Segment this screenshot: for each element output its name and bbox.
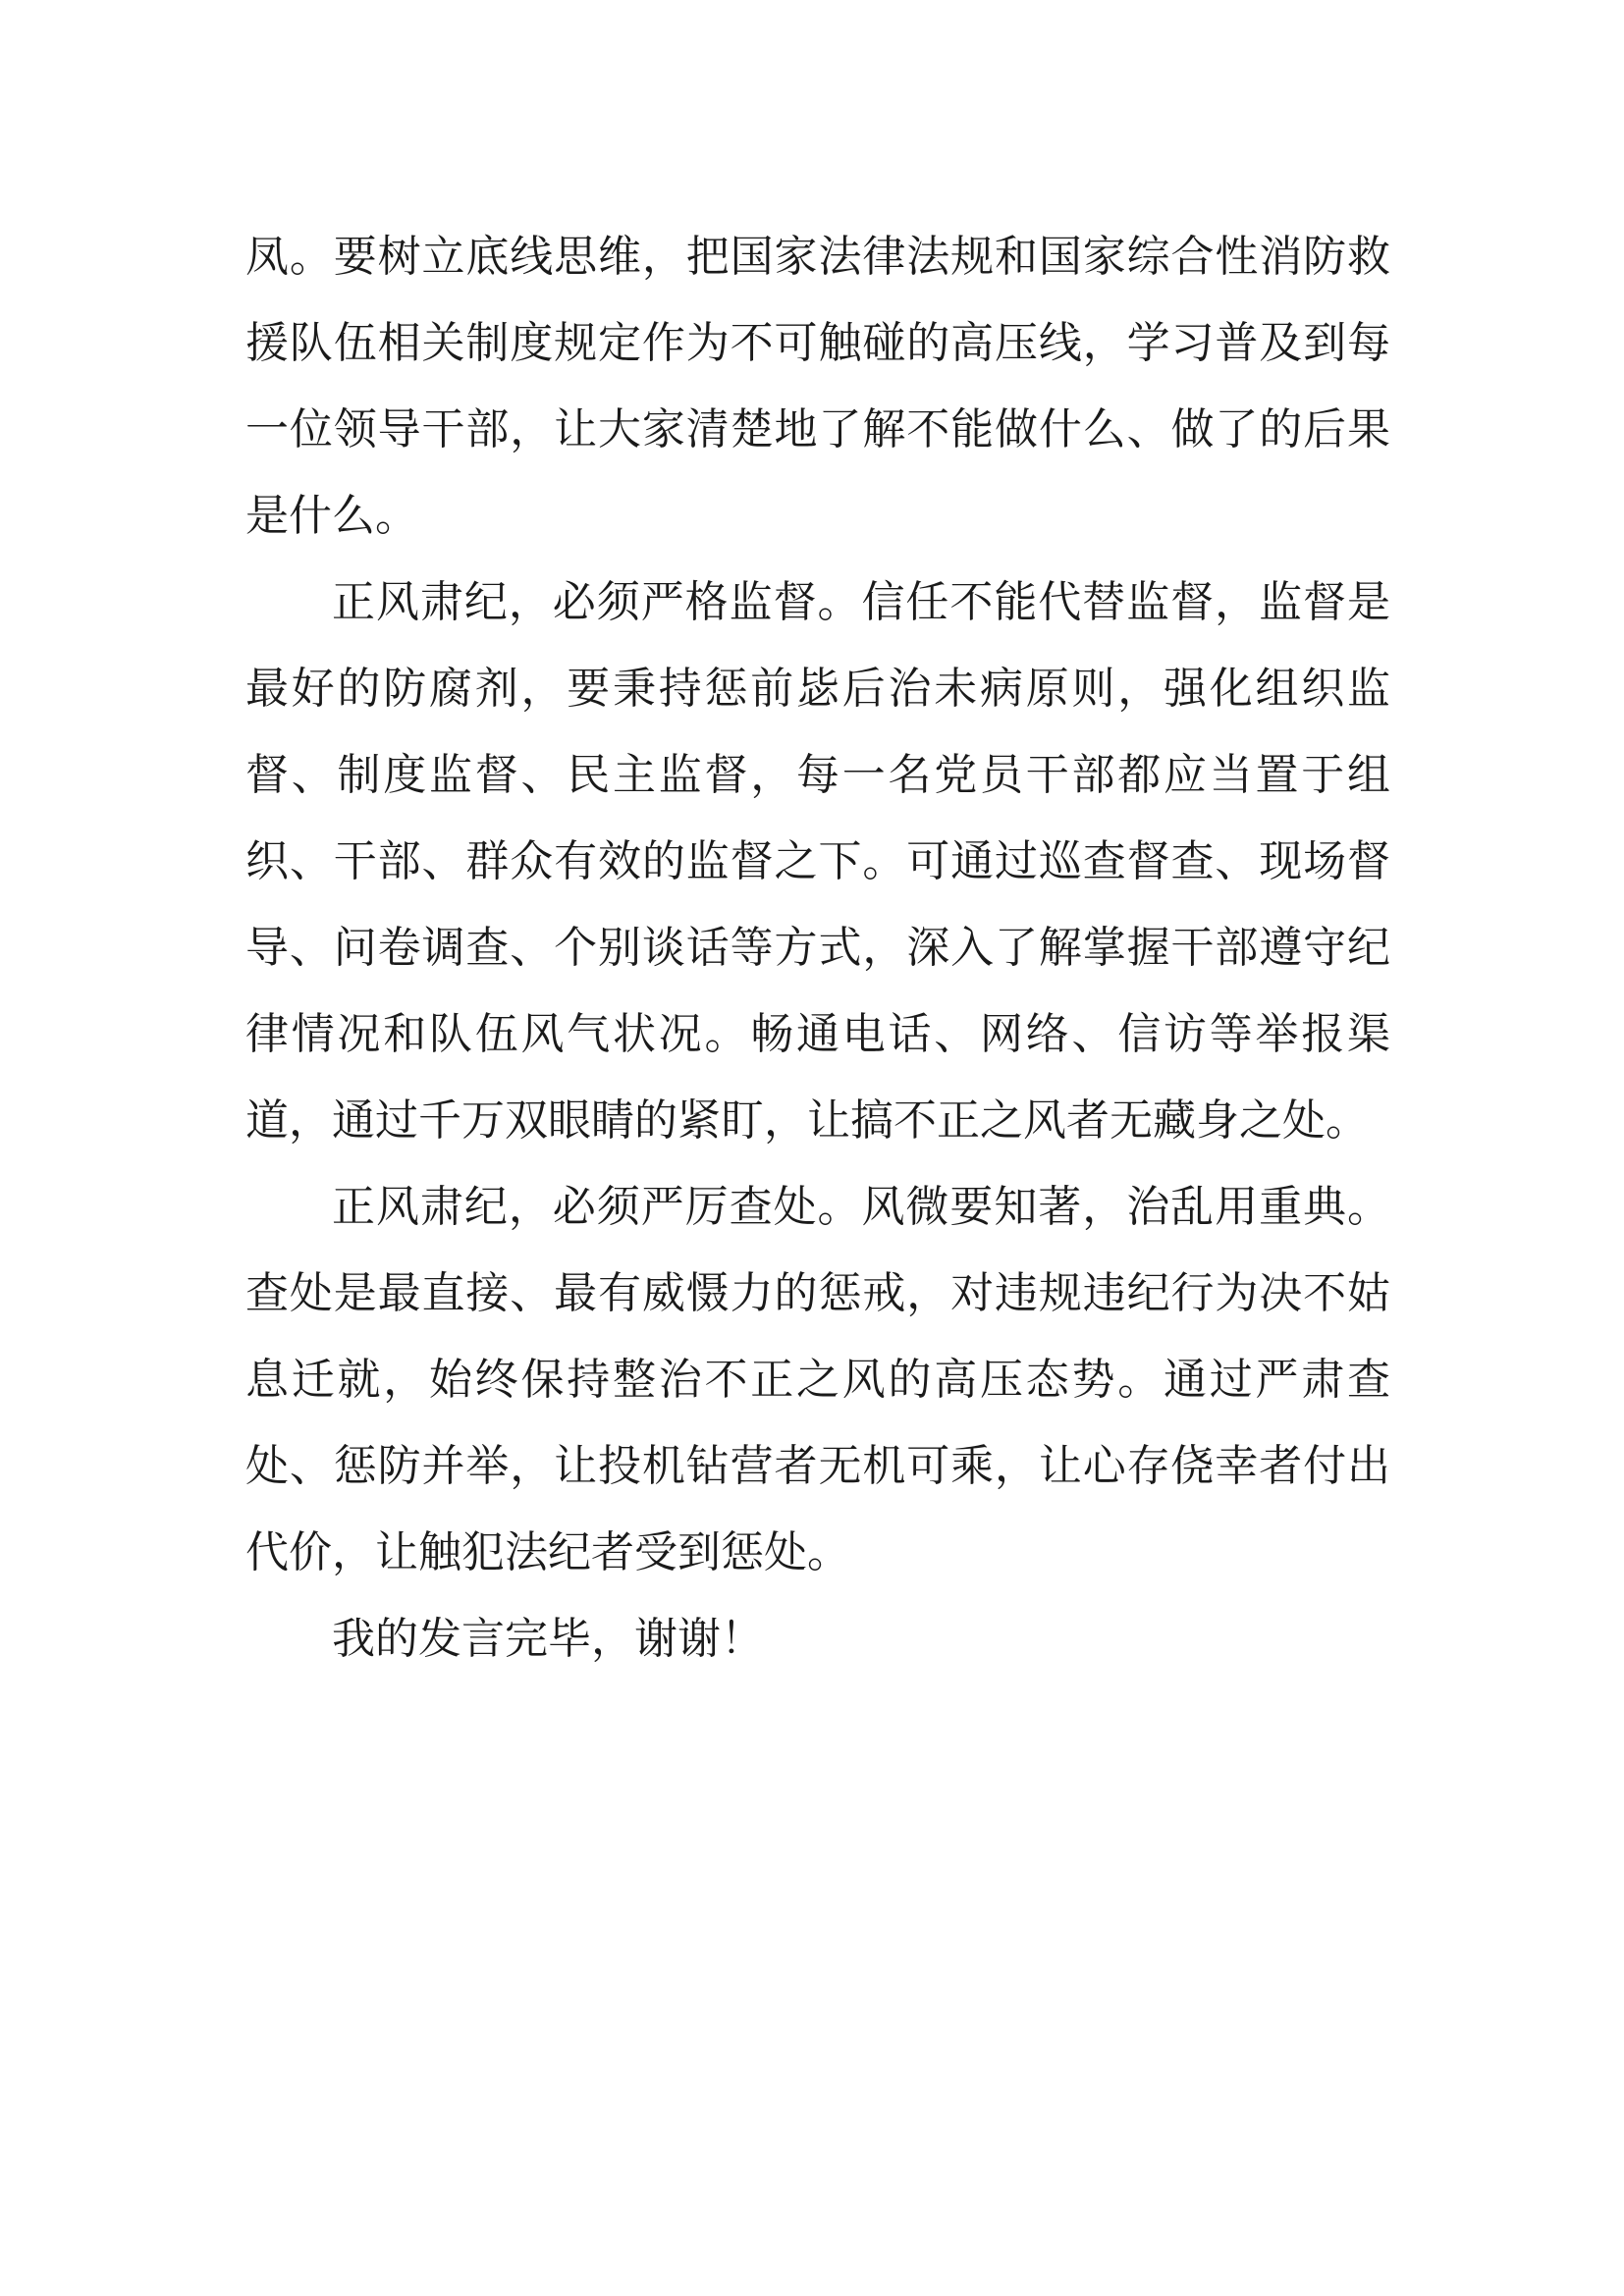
- paragraph-supervision: 正风肃纪，必须严格监督。信任不能代替监督，监督是最好的防腐剂，要秉持惩前毖后治未病原则，强化组织监督、制度监督、民主监督，每一名党员干部都应当置于组织、干部、群众有效的监督之下。可通过巡查督查、现场督导、问卷调查、个别谈话等方式，深入了解掌握干部遵守纪律情况和队伍风气状况。畅通电话、网络、信访等举报渠道，通过千万双眼睛的紧盯，让搞不正之风者无藏身之处。: [245, 577, 1390, 1146]
- paragraph-continuation: 凤。要树立底线思维，把国家法律法规和国家综合性消防救援队伍相关制度规定作为不可触碰的高压线，学习普及到每一位领导干部，让大家清楚地了解不能做什么、做了的后果是什么。: [245, 232, 1390, 541]
- paragraph-closing: 我的发言完毕，谢谢！: [332, 1614, 764, 1664]
- document-body: [245, 214, 1390, 1682]
- paragraph-punishment: 正风肃纪，必须严厉查处。风微要知著，治乱用重典。查处是最直接、最有威慑力的惩戒，对违规违纪行为决不姑息迁就，始终保持整治不正之风的高压态势。通过严肃查处、惩防并举，让投机钻营者无机可乘，让心存侥幸者付出代价，让触犯法纪者受到惩处。: [245, 1182, 1390, 1577]
